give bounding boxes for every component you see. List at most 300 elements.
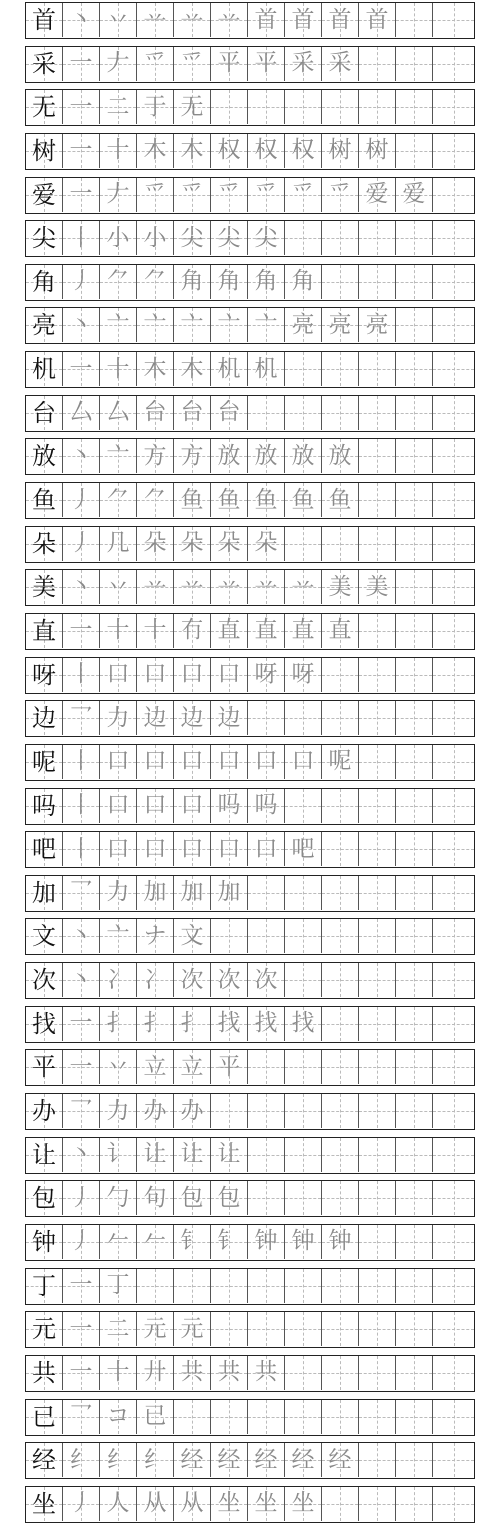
stroke-step-cell [433, 90, 474, 124]
stroke-step-glyph: 口 [291, 748, 315, 775]
stroke-step-cell [137, 439, 174, 473]
practice-row [25, 1399, 475, 1436]
stroke-step-glyph: 𠂇 [106, 50, 130, 77]
character-cell [26, 963, 63, 997]
stroke-step-glyph: 亮 [328, 311, 352, 338]
stroke-step-glyph: 纟 [143, 1446, 167, 1473]
stroke-step-glyph: 平 [254, 50, 278, 77]
stroke-step-cell [248, 308, 285, 342]
stroke-step-glyph: 䒑 [143, 573, 167, 600]
stroke-step-cell [63, 1269, 100, 1303]
stroke-step-cell [359, 658, 396, 692]
stroke-step-glyph: 丿 [69, 1228, 93, 1255]
stroke-step-cell [100, 483, 137, 517]
stroke-step-glyph: 美 [328, 573, 352, 600]
stroke-step-glyph: 乛 [69, 704, 93, 731]
stroke-step-cell [174, 1443, 211, 1477]
stroke-step-cell [433, 1094, 474, 1128]
stroke-step-cell [100, 963, 137, 997]
stroke-step-cell [100, 221, 137, 255]
stroke-step-cell [211, 1400, 248, 1434]
stroke-step-glyph: 边 [217, 704, 241, 731]
stroke-step-cell [63, 1356, 100, 1390]
practice-character: 经 [32, 1446, 56, 1475]
stroke-step-cell [285, 963, 322, 997]
character-cell [26, 396, 63, 430]
stroke-step-cell [433, 396, 474, 430]
stroke-step-cell [322, 1050, 359, 1084]
stroke-step-cell [433, 265, 474, 299]
stroke-step-cell [433, 47, 474, 81]
stroke-step-cell [322, 3, 359, 37]
stroke-step-cell [100, 308, 137, 342]
practice-character: 边 [32, 704, 56, 733]
stroke-step-cell [322, 1138, 359, 1172]
stroke-step-cell [174, 1050, 211, 1084]
stroke-step-cell [248, 963, 285, 997]
stroke-step-cell [137, 527, 174, 561]
stroke-step-cell [211, 658, 248, 692]
stroke-step-cell [433, 1443, 474, 1477]
stroke-step-cell [396, 658, 433, 692]
stroke-step-cell [137, 221, 174, 255]
stroke-step-cell [63, 570, 100, 604]
stroke-step-cell [322, 570, 359, 604]
stroke-step-glyph: 勹 [106, 1184, 130, 1211]
stroke-step-glyph: 丿 [69, 486, 93, 513]
practice-character: 次 [32, 966, 56, 995]
stroke-step-cell [211, 1094, 248, 1128]
practice-character: 元 [32, 1315, 56, 1344]
stroke-step-cell [396, 1269, 433, 1303]
stroke-step-glyph: 爱 [402, 181, 426, 208]
stroke-step-glyph: 口 [217, 835, 241, 862]
stroke-step-glyph: 口 [106, 835, 130, 862]
stroke-step-cell [211, 308, 248, 342]
stroke-step-cell [137, 352, 174, 386]
stroke-step-glyph: 䒑 [217, 6, 241, 33]
practice-row [25, 788, 475, 825]
stroke-step-glyph: 乛 [69, 1403, 93, 1429]
character-cell [26, 745, 63, 779]
practice-row [25, 1486, 475, 1523]
stroke-step-cell [100, 701, 137, 735]
stroke-step-glyph: 䒑 [180, 6, 204, 33]
character-cell [26, 614, 63, 648]
stroke-step-cell [359, 570, 396, 604]
stroke-step-glyph: 口 [106, 748, 130, 775]
stroke-step-cell [100, 47, 137, 81]
stroke-step-cell [285, 221, 322, 255]
character-cell [26, 221, 63, 255]
stroke-step-cell [174, 658, 211, 692]
stroke-step-cell [100, 919, 137, 953]
stroke-step-cell [359, 90, 396, 124]
character-cell [26, 308, 63, 342]
stroke-step-cell [63, 439, 100, 473]
stroke-step-glyph: 权 [291, 137, 315, 164]
character-cell [26, 527, 63, 561]
stroke-step-cell [359, 701, 396, 735]
stroke-step-cell [322, 308, 359, 342]
stroke-step-cell [248, 396, 285, 430]
practice-row [25, 438, 475, 475]
stroke-step-cell [174, 221, 211, 255]
stroke-step-glyph: 丶 [69, 442, 93, 469]
stroke-step-glyph: 口 [143, 835, 167, 862]
stroke-step-cell [137, 134, 174, 168]
practice-character: 钟 [32, 1227, 56, 1256]
stroke-step-glyph: 呀 [291, 661, 315, 688]
stroke-step-glyph: 丶 [69, 311, 93, 338]
stroke-step-glyph: 口 [180, 792, 204, 819]
stroke-step-glyph: 元 [143, 1315, 167, 1342]
stroke-step-glyph: 加 [217, 879, 241, 906]
stroke-step-cell [63, 134, 100, 168]
stroke-step-glyph: 𠂇 [106, 181, 130, 208]
stroke-step-cell [174, 1400, 211, 1434]
stroke-step-cell [322, 47, 359, 81]
stroke-step-cell [63, 919, 100, 953]
stroke-step-cell [322, 658, 359, 692]
practice-row [25, 220, 475, 257]
stroke-step-cell [137, 265, 174, 299]
stroke-step-cell [396, 483, 433, 517]
stroke-step-glyph: 扌 [106, 1010, 130, 1037]
stroke-step-cell [285, 352, 322, 386]
stroke-step-glyph: 一 [69, 1315, 93, 1342]
stroke-step-cell [63, 1443, 100, 1477]
practice-row [25, 133, 475, 170]
stroke-step-glyph: 亠 [143, 311, 167, 338]
stroke-step-glyph: 直 [254, 617, 278, 644]
stroke-step-cell [322, 745, 359, 779]
stroke-step-cell [322, 483, 359, 517]
character-cell [26, 352, 63, 386]
stroke-step-cell [63, 1007, 100, 1041]
stroke-step-glyph: 直 [217, 617, 241, 644]
stroke-step-glyph: 一 [69, 617, 93, 644]
stroke-step-cell [359, 1443, 396, 1477]
stroke-step-glyph: 爫 [180, 50, 204, 77]
stroke-step-cell [137, 789, 174, 823]
stroke-step-cell [248, 527, 285, 561]
stroke-step-cell [211, 483, 248, 517]
stroke-step-glyph: 亮 [291, 311, 315, 338]
stroke-step-glyph: 已 [143, 1403, 167, 1429]
stroke-step-cell [211, 789, 248, 823]
stroke-step-cell [248, 1138, 285, 1172]
character-cell [26, 1312, 63, 1346]
stroke-step-glyph: 次 [180, 966, 204, 993]
stroke-step-cell [211, 963, 248, 997]
stroke-step-cell [174, 1269, 211, 1303]
stroke-step-glyph: 亮 [365, 311, 389, 338]
stroke-step-glyph: 丁 [106, 1272, 130, 1299]
stroke-step-glyph: 平 [217, 50, 241, 77]
stroke-step-cell [322, 265, 359, 299]
stroke-step-cell [322, 1007, 359, 1041]
stroke-step-glyph: 坐 [217, 1490, 241, 1517]
stroke-step-glyph: 口 [254, 835, 278, 862]
stroke-step-cell [359, 1400, 396, 1434]
stroke-step-cell [248, 439, 285, 473]
stroke-step-cell [137, 570, 174, 604]
stroke-step-cell [63, 832, 100, 866]
stroke-step-cell [285, 265, 322, 299]
stroke-step-cell [433, 178, 474, 212]
stroke-step-cell [63, 1050, 100, 1084]
stroke-step-cell [248, 1400, 285, 1434]
stroke-step-cell [137, 1094, 174, 1128]
stroke-step-cell [137, 1443, 174, 1477]
stroke-step-cell [63, 876, 100, 910]
stroke-step-glyph: 经 [328, 1446, 352, 1473]
stroke-step-glyph: 办 [143, 1097, 167, 1124]
stroke-step-glyph: 共 [254, 1359, 278, 1386]
stroke-step-glyph: 树 [365, 137, 389, 164]
stroke-step-glyph: 丨 [69, 792, 93, 819]
stroke-step-cell [100, 658, 137, 692]
practice-row [25, 1180, 475, 1217]
stroke-step-cell [174, 1225, 211, 1259]
stroke-step-cell [433, 308, 474, 342]
stroke-step-cell [322, 1225, 359, 1259]
practice-row [25, 1137, 475, 1174]
stroke-step-glyph: 力 [106, 704, 130, 731]
practice-character: 鱼 [32, 486, 56, 515]
stroke-step-cell [100, 570, 137, 604]
stroke-step-cell [285, 570, 322, 604]
stroke-step-glyph: 首 [328, 6, 352, 33]
practice-character: 丁 [32, 1271, 56, 1300]
stroke-step-cell [211, 1312, 248, 1346]
stroke-step-glyph: 找 [217, 1010, 241, 1037]
stroke-step-glyph: 䒑 [291, 573, 315, 600]
stroke-step-cell [396, 265, 433, 299]
stroke-step-cell [137, 963, 174, 997]
stroke-step-glyph: 立 [143, 1053, 167, 1080]
stroke-step-cell [285, 3, 322, 37]
stroke-step-cell [174, 439, 211, 473]
stroke-step-cell [396, 876, 433, 910]
stroke-step-glyph: 权 [254, 137, 278, 164]
stroke-step-cell [248, 1225, 285, 1259]
stroke-step-cell [100, 527, 137, 561]
stroke-step-glyph: 从 [143, 1490, 167, 1517]
stroke-step-glyph: 尖 [180, 224, 204, 251]
stroke-step-cell [359, 178, 396, 212]
stroke-step-cell [433, 919, 474, 953]
stroke-step-cell [396, 1356, 433, 1390]
stroke-step-glyph: 钅 [180, 1228, 204, 1255]
stroke-step-cell [396, 134, 433, 168]
stroke-step-cell [285, 1181, 322, 1215]
stroke-step-glyph: 一 [69, 1053, 93, 1080]
stroke-step-glyph: 爫 [291, 181, 315, 208]
stroke-step-cell [174, 701, 211, 735]
stroke-step-cell [248, 265, 285, 299]
stroke-step-cell [359, 352, 396, 386]
stroke-step-cell [174, 1181, 211, 1215]
stroke-step-cell [285, 876, 322, 910]
stroke-step-cell [100, 1269, 137, 1303]
stroke-step-cell [396, 1050, 433, 1084]
stroke-step-glyph: 口 [143, 661, 167, 688]
character-cell [26, 1050, 63, 1084]
stroke-step-glyph: 鱼 [291, 486, 315, 513]
stroke-step-cell [285, 658, 322, 692]
character-cell [26, 876, 63, 910]
stroke-step-cell [396, 1094, 433, 1128]
stroke-step-glyph: 鱼 [217, 486, 241, 513]
stroke-step-glyph: 直 [291, 617, 315, 644]
stroke-step-glyph: 口 [106, 661, 130, 688]
stroke-step-cell [248, 483, 285, 517]
stroke-step-cell [285, 1225, 322, 1259]
stroke-step-cell [433, 1225, 474, 1259]
stroke-step-glyph: 丿 [69, 530, 93, 557]
practice-character: 直 [32, 616, 56, 645]
practice-row [25, 351, 475, 388]
stroke-step-cell [285, 919, 322, 953]
stroke-step-cell [322, 701, 359, 735]
stroke-step-cell [137, 396, 174, 430]
character-cell [26, 1400, 63, 1434]
stroke-step-cell [248, 221, 285, 255]
stroke-step-glyph: 十 [106, 617, 130, 644]
stroke-step-glyph: 丨 [69, 835, 93, 862]
stroke-step-cell [137, 1269, 174, 1303]
stroke-step-glyph: 䒑 [217, 573, 241, 600]
stroke-step-glyph: 加 [180, 879, 204, 906]
stroke-step-glyph: 一 [69, 1010, 93, 1037]
stroke-step-glyph: 鱼 [254, 486, 278, 513]
stroke-step-glyph: 台 [180, 399, 204, 426]
stroke-step-cell [322, 527, 359, 561]
stroke-step-glyph: 丶 [69, 966, 93, 993]
stroke-step-glyph: 共 [217, 1359, 241, 1386]
stroke-step-cell [433, 1400, 474, 1434]
stroke-step-cell [248, 90, 285, 124]
stroke-step-cell [359, 1050, 396, 1084]
character-cell [26, 90, 63, 124]
stroke-step-glyph: 钟 [328, 1228, 352, 1255]
stroke-step-cell [359, 134, 396, 168]
stroke-step-cell [433, 1356, 474, 1390]
stroke-step-cell [322, 1312, 359, 1346]
practice-row [25, 962, 475, 999]
stroke-step-glyph: 一 [69, 93, 93, 120]
stroke-step-cell [285, 527, 322, 561]
practice-character: 台 [32, 398, 56, 427]
stroke-step-cell [359, 1181, 396, 1215]
stroke-step-glyph: 丷 [106, 6, 130, 33]
stroke-step-cell [248, 919, 285, 953]
stroke-step-cell [211, 134, 248, 168]
stroke-step-cell [248, 614, 285, 648]
stroke-step-glyph: 边 [143, 704, 167, 731]
stroke-step-glyph: 乛 [69, 879, 93, 906]
stroke-step-cell [322, 1094, 359, 1128]
stroke-step-glyph: 朵 [254, 530, 278, 557]
stroke-step-cell [248, 658, 285, 692]
stroke-step-glyph: 冇 [180, 617, 204, 644]
stroke-step-glyph: 亠 [106, 922, 130, 949]
stroke-step-cell [359, 1094, 396, 1128]
practice-character: 美 [32, 573, 56, 602]
stroke-step-cell [211, 614, 248, 648]
practice-row [25, 875, 475, 912]
stroke-step-glyph: 丶 [69, 1141, 93, 1168]
stroke-step-glyph: 爫 [328, 181, 352, 208]
stroke-step-cell [322, 919, 359, 953]
stroke-step-cell [322, 221, 359, 255]
stroke-step-cell [322, 963, 359, 997]
character-cell [26, 701, 63, 735]
stroke-step-cell [322, 134, 359, 168]
stroke-step-glyph: 机 [254, 355, 278, 382]
stroke-step-cell [322, 1400, 359, 1434]
stroke-step-glyph: 首 [365, 6, 389, 33]
stroke-step-cell [248, 178, 285, 212]
stroke-step-cell [63, 789, 100, 823]
stroke-step-cell [100, 1138, 137, 1172]
practice-character: 坐 [32, 1489, 56, 1518]
stroke-step-cell [248, 352, 285, 386]
stroke-step-cell [396, 1225, 433, 1259]
stroke-step-cell [137, 876, 174, 910]
stroke-step-glyph: 丶 [69, 573, 93, 600]
stroke-step-cell [285, 1443, 322, 1477]
stroke-step-glyph: 找 [254, 1010, 278, 1037]
stroke-step-cell [248, 134, 285, 168]
stroke-step-glyph: 共 [180, 1359, 204, 1386]
practice-character: 机 [32, 355, 56, 384]
stroke-step-glyph: 扌 [180, 1010, 204, 1037]
stroke-step-cell [322, 90, 359, 124]
stroke-step-cell [137, 483, 174, 517]
stroke-step-cell [137, 1181, 174, 1215]
stroke-step-glyph: 经 [217, 1446, 241, 1473]
stroke-step-cell [396, 789, 433, 823]
practice-row [25, 918, 475, 955]
stroke-step-cell [248, 701, 285, 735]
stroke-step-glyph: 爫 [143, 50, 167, 77]
stroke-step-cell [211, 265, 248, 299]
character-cell [26, 47, 63, 81]
stroke-step-cell [322, 396, 359, 430]
stroke-step-cell [174, 963, 211, 997]
stroke-step-cell [433, 221, 474, 255]
stroke-step-glyph: 一 [69, 50, 93, 77]
stroke-step-cell [137, 47, 174, 81]
practice-character: 加 [32, 878, 56, 907]
stroke-step-cell [211, 352, 248, 386]
stroke-step-cell [174, 1094, 211, 1128]
stroke-step-cell [100, 1312, 137, 1346]
practice-row [25, 1224, 475, 1261]
stroke-step-glyph: 句 [143, 1184, 167, 1211]
stroke-step-cell [396, 439, 433, 473]
stroke-step-glyph: 小 [106, 224, 130, 251]
stroke-step-cell [137, 658, 174, 692]
stroke-step-glyph: 加 [143, 879, 167, 906]
stroke-step-cell [211, 919, 248, 953]
stroke-step-glyph: 冫 [143, 966, 167, 993]
practice-character: 共 [32, 1358, 56, 1387]
stroke-step-cell [285, 439, 322, 473]
